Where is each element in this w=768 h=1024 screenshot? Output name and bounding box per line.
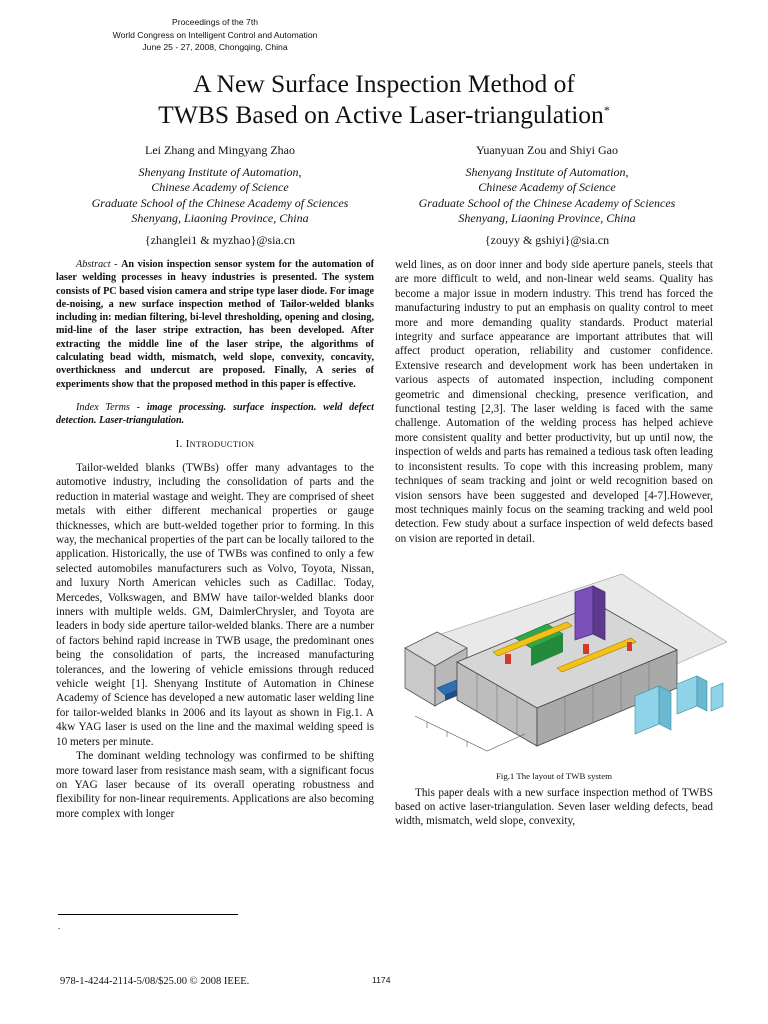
title-line-2 — [0, 99, 768, 130]
author-email: {zhanglei1 & myzhao}@sia.cn — [144, 232, 296, 247]
red-actuator — [627, 642, 632, 651]
figure-caption: Fig.1 The layout of TWB system — [496, 771, 612, 782]
section-heading-introduction — [56, 437, 374, 451]
affiliation-line: Shenyang Institute of Automation, — [138, 164, 302, 179]
affiliation-line: Chinese Academy of Science — [478, 180, 616, 194]
abstract-text: An vision inspection sensor system for the automation of laser welding processes in heavy industries is presented. The system consists of PC based vision camera and stripe type laser diode. For image de-noising, a new surface inspection method of Tailor-welded blanks including in: median filtering, bi-level thresholding, opening and closing, mid-line of the laser stripe extraction, has been developed. After extracting the middle line of the laser stripe, the algorithms of calculating bead width, mismatch, weld slope, convexity, concavity, overthickness and undercut are proposed. Finally, A series of experiments show that the proposed method in this paper is effective. — [56, 259, 375, 390]
title-line-1: A New Surface Inspection Method of — [193, 69, 575, 98]
author-names: Yuanyuan Zou and Shiyi Gao — [476, 143, 618, 157]
section-initial: I — [185, 437, 190, 450]
body-paragraph: Tailor-welded blanks (TWBs) offer many advantages to the automotive industry, including the consolidation of parts and the reduction in material wastage and weight. They are comprised of sheet metals with either different mechanical properties or gauge thicknesses, which are butt-welded together prior to forming. In this way, the mechanical properties of the part can be locally tailored to the application. Historically, the use of TWBs was confined to only a few selected automobiles manufacturers such as Volvo, Toyota, Nissan, and luxury North American vehicles such as Cadillac. Today, Mercedes, Volkswagen, and BMW have tailor-welded blanks door inners with multiple welds. GM, DaimlerChrysler, and Toyota are leaders in body side aperture tailor-welded blanks. There are a number of factors behind rapid increase in TWB usage, the predominant ones being the consolidation of parts, the increased manufacturing tolerances, and the lowering of vehicle emissions through reduced vehicle weight [1]. Shenyang Institute of Automation in Chinese Academy of Science has developed a new automatic laser welding line for tailor-welded blanks in 2006 and its layout as shown in Fig.1. A 4kw YAG laser is used on the line and the maximal welding speed is 10 meters per minute. — [56, 461, 374, 748]
index-terms — [56, 401, 374, 428]
right-column — [395, 258, 713, 829]
red-actuator — [583, 644, 589, 654]
red-actuator — [505, 654, 511, 664]
body-paragraph: The dominant welding technology was confirmed to be shifting more toward laser from resistance mash seam, with a significant focus on YAG laser because of its overall operating robustness and flexibility for non-linear requirements. Applications are also becoming more complex with longer — [56, 750, 374, 820]
conference-date-location: June 25 - 27, 2008, Chongqing, China — [142, 42, 288, 52]
proceedings-header — [50, 16, 380, 54]
footnote-rule — [58, 914, 238, 915]
affiliation-line: Shenyang, Liaoning Province, China — [458, 211, 636, 225]
index-terms-text: image processing. surface inspection. weld defect detection. Laser-triangulation. — [56, 401, 374, 427]
author-block-right — [372, 143, 722, 248]
proceedings-line: Proceedings of the 7th — [172, 17, 258, 27]
author-names: Lei Zhang and Mingyang Zhao — [145, 143, 295, 157]
paper-title — [0, 68, 768, 130]
laser-source-cabinet-side — [593, 586, 605, 640]
copyright-line: 978-1-4244-2114-5/08/$25.00 © 2008 IEEE. — [60, 976, 250, 987]
affiliation-line: Graduate School of the Chinese Academy of Sciences — [91, 195, 349, 210]
author-email: {zouyy & gshiyi}@sia.cn — [484, 232, 610, 247]
affiliation-line: Shenyang, Liaoning Province, China — [131, 211, 309, 225]
author-block-left — [45, 143, 395, 248]
affiliation-line: Shenyang Institute of Automation, — [465, 164, 629, 179]
affiliation-line: Chinese Academy of Science — [151, 180, 289, 194]
figure-twb-layout — [397, 556, 727, 766]
section-title-rest: NTRODUCTION — [189, 438, 255, 449]
affiliation-line: Graduate School of the Chinese Academy of Sciences — [418, 195, 676, 210]
laser-source-cabinet — [575, 586, 593, 640]
page-number: 1174 — [372, 975, 391, 985]
title-footnote-mark: * — [603, 103, 610, 117]
abstract — [56, 258, 374, 391]
footnote-mark: . — [58, 921, 61, 931]
left-column — [56, 258, 374, 821]
abstract-label: Abstract - — [76, 259, 122, 270]
section-numeral: I. — [175, 437, 186, 450]
title-line-2-text: TWBS Based on Active Laser-triangulation — [158, 100, 604, 129]
body-paragraph: This paper deals with a new surface inspection method of TWBS based on active laser-triangulation. Seven laser welding defects, bead width, mismatch, weld slope, convexity, — [395, 786, 713, 828]
body-paragraph: weld lines, as on door inner and body side aperture panels, steels that are more difficult to weld, and non-linear weld seams. Quality has become a major issue in modern industry. This trend has forced the manufacturing industry to put an emphasis on quality control to meet more and more demanding quality standards. Product material integrity and surface appearance are important attributes that will affect product operation, reliability and customer confidence. Extensive research and development work has been undertaken in various aspects of automated inspection, including component geometric and dimensional checking, presence verification, and functional testing [2,3]. The laser welding is faced with the same challenge. Automation of the welding process has helped achieve more consistent quality and better productivity, but up until now, the inspection of welds and parts has remained a tedious task often leading to inconsistent results. To cope with this increasing problem, many techniques of seam tracking and joint or weld recognition based on vision sensors have been suggested and developed [4-7].However, most techniques mainly focus on the seaming tracking and weld pool detection. Few study about a surface inspection of weld defects based on vision are reported in detail. — [395, 259, 713, 545]
index-terms-label: Index Terms - — [76, 401, 147, 413]
conference-name: World Congress on Intelligent Control and Automation — [112, 29, 318, 40]
